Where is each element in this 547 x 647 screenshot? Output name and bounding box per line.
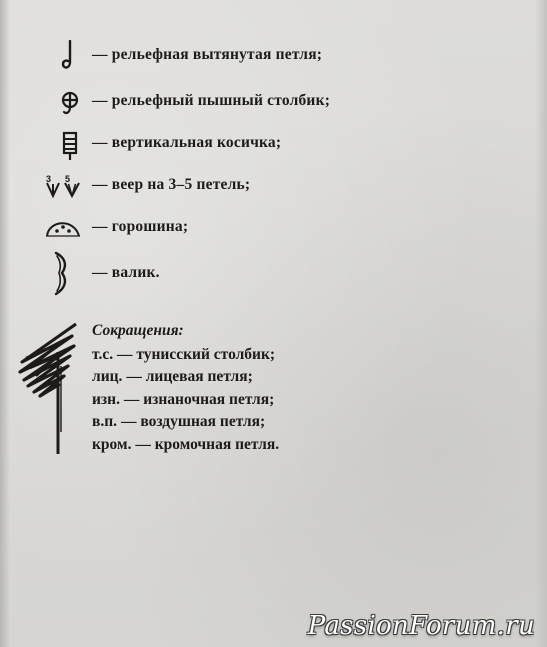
fan-stitch-icon — [44, 173, 84, 201]
abbreviations-title: Сокращения: — [92, 322, 184, 339]
abbreviation-meaning: — тунисский столбик; — [116, 345, 276, 363]
relief-elongated-loop-icon — [58, 40, 82, 74]
abbreviation-term: т.с. — [92, 345, 114, 363]
legend-text: — рельефный пышный столбик; — [92, 92, 331, 109]
relief-puff-stitch-icon — [58, 88, 84, 116]
roll-stitch-icon — [50, 250, 76, 298]
abbreviation-meaning: — лицевая петля; — [126, 368, 253, 385]
abbreviation-item — [92, 366, 279, 389]
vertical-cable-icon — [60, 131, 82, 161]
fan-number-3: 3 — [46, 174, 52, 184]
abbreviation-meaning: — воздушная петля; — [120, 413, 266, 430]
page-shadow-right — [535, 0, 547, 647]
abbreviation-item — [92, 411, 279, 434]
site-watermark: PassionForum.ru — [307, 611, 535, 641]
abbreviation-meaning: — кромочная петля. — [135, 435, 280, 453]
legend-text: — рельефная вытянутая петля; — [92, 46, 323, 63]
abbreviation-meaning: — изнаночная петля; — [123, 390, 275, 408]
abbreviations-section — [92, 320, 279, 456]
abbreviation-item — [92, 344, 279, 367]
abbreviation-term: в.п. — [92, 413, 118, 430]
popcorn-stitch-icon — [44, 216, 84, 240]
abbreviation-term: изн. — [92, 390, 120, 408]
abbreviation-term: лиц. — [92, 368, 123, 385]
page-shadow-left — [0, 0, 10, 647]
abbreviation-item — [92, 389, 279, 412]
legend-text: — веер на 3–5 петель; — [92, 176, 251, 193]
ink-scribble-decoration — [14, 322, 86, 456]
legend-text: — валик. — [92, 264, 160, 281]
abbreviation-item — [92, 434, 279, 457]
legend-text: — вертикальная косичка; — [92, 134, 282, 151]
fan-number-5: 5 — [65, 174, 71, 184]
abbreviation-term: кром. — [92, 435, 132, 453]
legend-text: — горошина; — [92, 218, 189, 235]
